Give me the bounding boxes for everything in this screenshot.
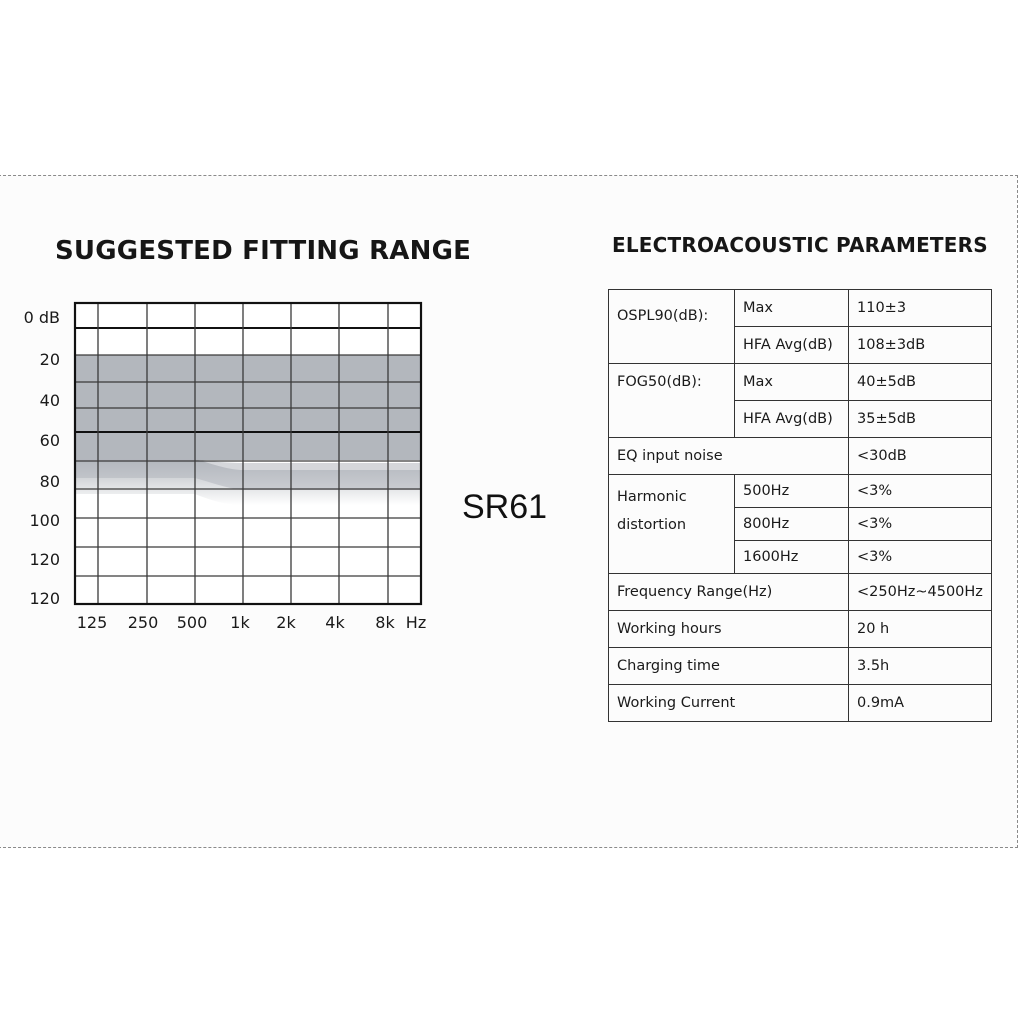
working-hours-value: 20 h: [849, 611, 992, 648]
harmonic-label-line1: Harmonic: [617, 489, 687, 505]
harmonic-freq: 800Hz: [735, 508, 849, 541]
x-tick-125: 125: [76, 613, 108, 632]
model-label: SR61: [462, 488, 548, 526]
x-axis-unit: Hz: [405, 613, 427, 632]
table-row: [609, 290, 992, 327]
fog50-hfa-value: 35±5dB: [849, 401, 992, 438]
y-tick-40: 40: [39, 391, 60, 410]
y-tick-120: 120: [29, 550, 60, 569]
electroacoustic-title: ELECTROACOUSTIC PARAMETERS: [612, 233, 988, 257]
harmonic-label-line2: distortion: [617, 517, 687, 533]
harmonic-value: <3%: [849, 475, 992, 508]
ospl90-label: OSPL90(dB):: [609, 290, 735, 364]
fog50-max-value: 40±5dB: [849, 364, 992, 401]
freq-range-label: Frequency Range(Hz): [609, 574, 849, 611]
x-tick-500: 500: [176, 613, 208, 632]
ospl90-max-value: 110±3: [849, 290, 992, 327]
x-tick-8k: 8k: [375, 613, 395, 632]
working-current-value: 0.9mA: [849, 685, 992, 722]
x-tick-4k: 4k: [325, 613, 345, 632]
y-tick-60: 60: [39, 431, 60, 450]
x-tick-250: 250: [127, 613, 159, 632]
table-row: [609, 475, 992, 508]
charging-time-label: Charging time: [609, 648, 849, 685]
ospl90-max-label: Max: [735, 290, 849, 327]
harmonic-freq: 500Hz: [735, 475, 849, 508]
fitting-range-title: SUGGESTED FITTING RANGE: [55, 236, 472, 266]
table-row: [609, 648, 992, 685]
table-row: [609, 574, 992, 611]
table-row: [609, 685, 992, 722]
eq-noise-value: <30dB: [849, 438, 992, 475]
working-current-label: Working Current: [609, 685, 849, 722]
eq-noise-label: EQ input noise: [609, 438, 849, 475]
fog50-hfa-label: HFA Avg(dB): [735, 401, 849, 438]
y-tick-0: 0 dB: [23, 308, 60, 327]
ospl90-hfa-value: 108±3dB: [849, 327, 992, 364]
harmonic-value: <3%: [849, 541, 992, 574]
harmonic-freq: 1600Hz: [735, 541, 849, 574]
table-row: [609, 364, 992, 401]
y-tick-120b: 120: [29, 589, 60, 608]
electroacoustic-table: [608, 289, 992, 722]
fog50-label: FOG50(dB):: [609, 364, 735, 438]
y-tick-20: 20: [39, 350, 60, 369]
y-tick-80: 80: [39, 472, 60, 491]
y-tick-100: 100: [29, 511, 60, 530]
table-row: [609, 611, 992, 648]
harmonic-distortion-label: [609, 475, 735, 574]
fog50-max-label: Max: [735, 364, 849, 401]
ospl90-hfa-label: HFA Avg(dB): [735, 327, 849, 364]
working-hours-label: Working hours: [609, 611, 849, 648]
x-tick-1k: 1k: [230, 613, 250, 632]
table-row: [609, 438, 992, 475]
harmonic-value: <3%: [849, 508, 992, 541]
freq-range-value: <250Hz~4500Hz: [849, 574, 992, 611]
charging-time-value: 3.5h: [849, 648, 992, 685]
x-tick-2k: 2k: [276, 613, 296, 632]
